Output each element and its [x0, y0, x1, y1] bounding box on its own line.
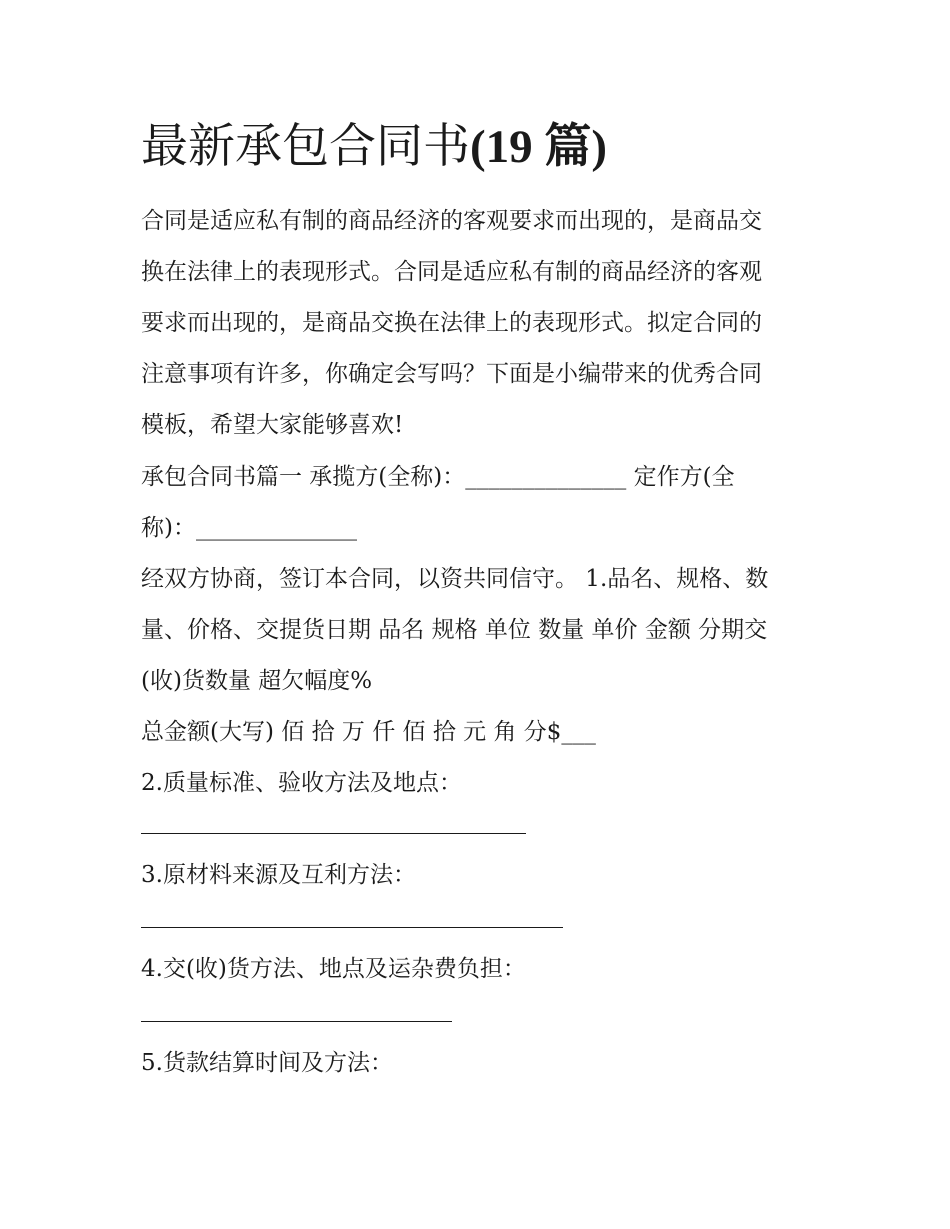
intro-line: 模板，希望大家能够喜欢! [141, 412, 404, 438]
title-main: 最新承包合同书 [141, 119, 470, 174]
intro-line: 注意事项有许多，你确定会写吗？下面是小编带来的优秀合同 [141, 361, 762, 387]
clause-5: 5.货款结算时间及方法： [141, 1050, 393, 1076]
total-amount-line: 总金额(大写) 佰 拾 万 仟 佰 拾 元 角 分$___ [141, 719, 596, 745]
agreement-line: (收)货数量 超欠幅度% [141, 668, 373, 694]
clause-4: 4.交(收)货方法、地点及运杂费负担： [141, 956, 526, 982]
document-title [141, 116, 607, 178]
parties-line: 承包合同书篇一 承揽方(全称)：______________ 定作方(全 [141, 464, 735, 490]
clause-2-blank [141, 833, 526, 834]
intro-line: 换在法律上的表现形式。合同是适应私有制的商品经济的客观 [141, 259, 762, 285]
clause-3: 3.原材料来源及互利方法： [141, 862, 416, 888]
parties-line: 称)：______________ [141, 515, 357, 541]
intro-line: 要求而出现的，是商品交换在法律上的表现形式。拟定合同的 [141, 310, 762, 336]
agreement-line: 经双方协商，签订本合同，以资共同信守。 1.品名、规格、数 [141, 566, 769, 592]
clause-2: 2.质量标准、验收方法及地点： [141, 770, 462, 796]
agreement-line: 量、价格、交提货日期 品名 规格 单位 数量 单价 金额 分期交 [141, 617, 768, 643]
clause-3-blank [141, 927, 563, 928]
title-count: (19 篇) [470, 121, 608, 173]
intro-line: 合同是适应私有制的商品经济的客观要求而出现的，是商品交 [141, 208, 762, 234]
clause-4-blank [141, 1021, 452, 1022]
